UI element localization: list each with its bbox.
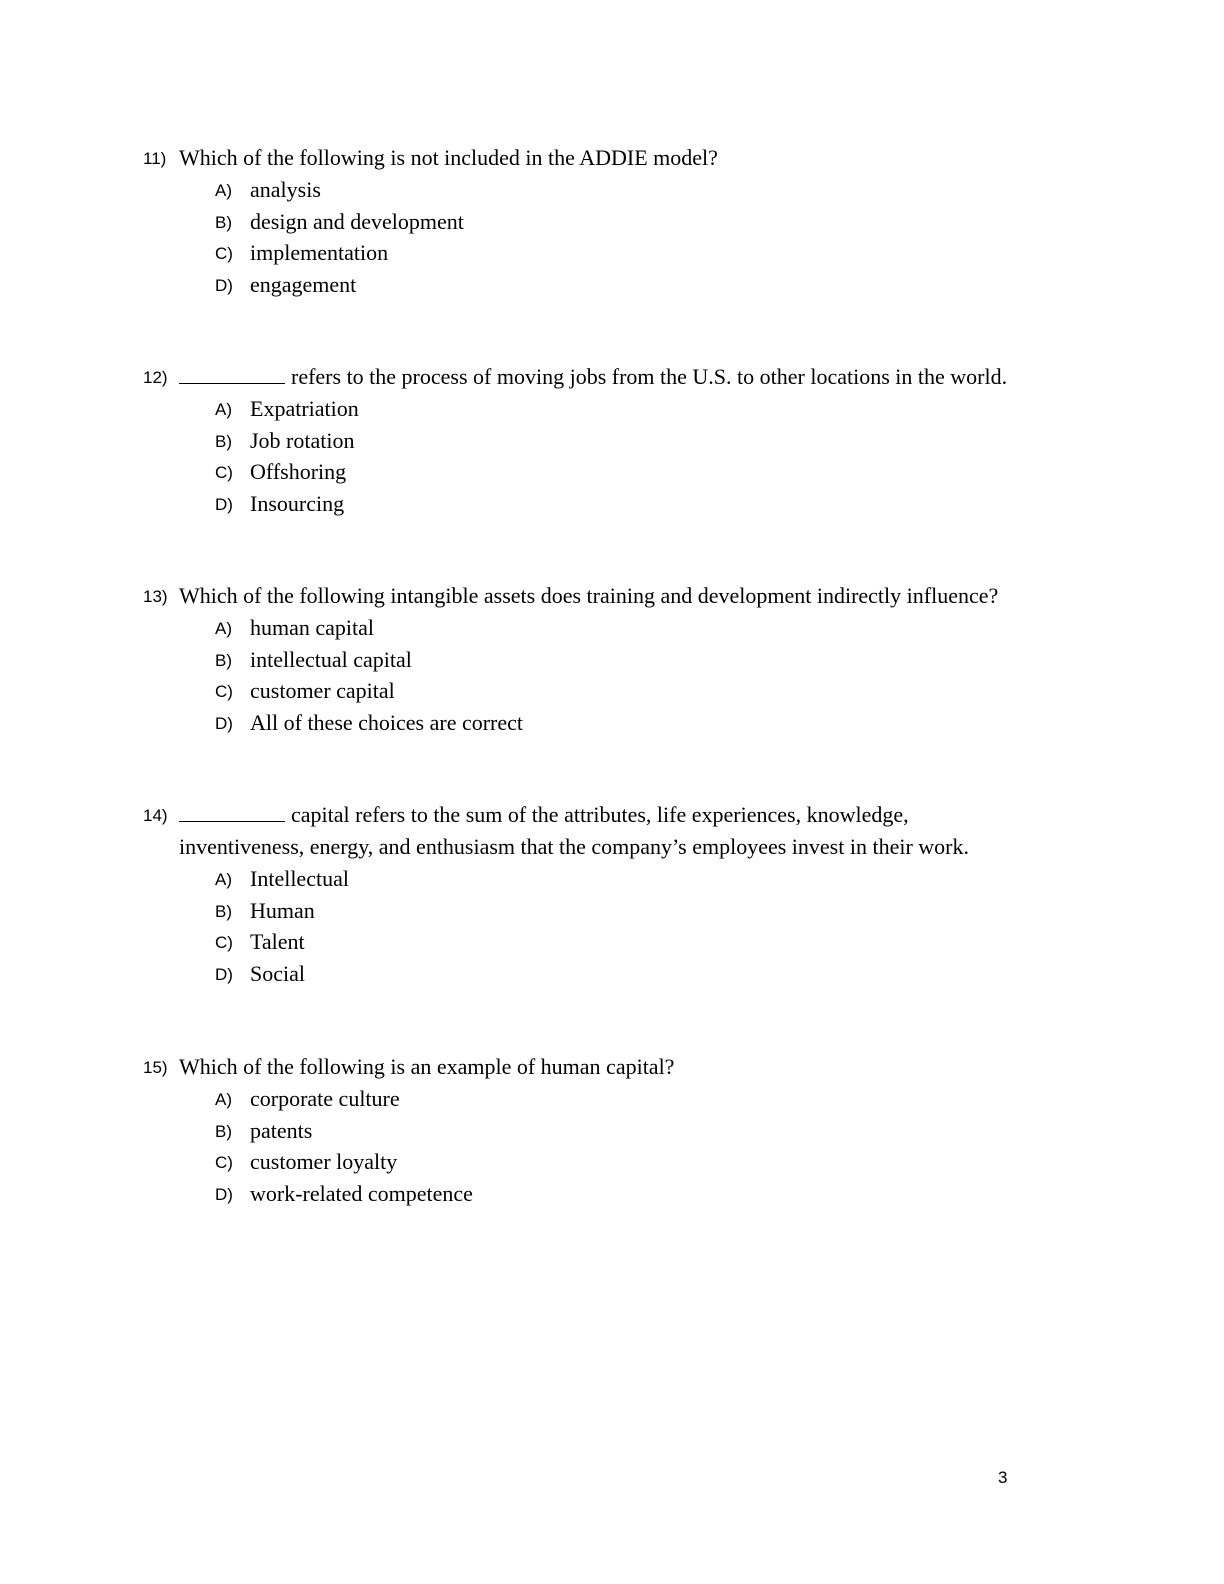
option-text: All of these choices are correct — [250, 709, 524, 735]
option-letter: B) — [215, 431, 232, 451]
question-text-wrapper — [179, 361, 1007, 393]
answer-option-b — [143, 644, 1083, 676]
answer-option-c — [143, 1146, 1083, 1178]
page-number: 3 — [998, 1468, 1008, 1487]
answer-option-c — [143, 675, 1083, 707]
question-number: 13) — [143, 587, 168, 606]
option-letter: C) — [215, 244, 233, 263]
answer-option-d — [143, 488, 1083, 520]
option-text: customer loyalty — [250, 1149, 398, 1174]
option-letter: C) — [215, 463, 233, 482]
option-letter: A) — [215, 619, 232, 638]
answer-option-c — [143, 237, 1083, 269]
question-stem — [143, 1051, 1083, 1083]
option-letter: A) — [215, 400, 232, 419]
answer-option-a — [143, 393, 1083, 425]
option-text: design and development — [250, 208, 464, 234]
answer-options — [143, 863, 1083, 989]
answer-option-b — [143, 895, 1083, 927]
answer-option-b — [143, 1115, 1083, 1147]
option-text: patents — [250, 1117, 313, 1143]
option-text: Human — [250, 897, 315, 923]
option-letter: C) — [215, 1153, 233, 1172]
option-text: Job rotation — [250, 427, 355, 453]
question-text: Which of the following intangible assets does training and development indirectly influence? — [179, 583, 999, 608]
question-text: Which of the following is not included in the ADDIE model? — [179, 145, 718, 170]
question-number: 14) — [143, 806, 168, 825]
option-text: Intellectual — [250, 866, 349, 891]
answer-option-c — [143, 456, 1083, 488]
option-letter: A) — [215, 1090, 232, 1109]
question-text: refers to the process of moving jobs from the U.S. to other locations in the world. — [291, 364, 1008, 389]
option-text: intellectual capital — [250, 646, 412, 672]
answer-options — [143, 393, 1083, 519]
option-letter: B) — [215, 212, 232, 232]
question-number: 11) — [143, 149, 167, 168]
answer-option-a — [143, 612, 1083, 644]
option-letter: B) — [215, 1121, 232, 1141]
question-15 — [143, 1051, 1083, 1209]
option-text: Insourcing — [250, 490, 345, 516]
question-11 — [143, 142, 1083, 300]
question-stem — [143, 580, 1083, 612]
option-text: customer capital — [250, 678, 395, 703]
answer-option-a — [143, 863, 1083, 895]
question-12 — [143, 361, 1083, 519]
option-letter: A) — [215, 870, 232, 889]
option-text: Talent — [250, 929, 305, 954]
option-text: work-related competence — [250, 1180, 473, 1206]
option-letter: D) — [215, 1184, 233, 1204]
option-text: corporate culture — [250, 1086, 400, 1111]
answer-option-d — [143, 707, 1083, 739]
question-text-continued: inventiveness, energy, and enthusiasm that the company’s employees invest in their work. — [179, 834, 969, 859]
question-text-wrapper — [179, 799, 909, 831]
option-text: implementation — [250, 240, 389, 265]
option-text: Expatriation — [250, 396, 359, 421]
option-text: human capital — [250, 615, 375, 640]
option-letter: D) — [215, 713, 233, 733]
question-text: capital refers to the sum of the attributes, life experiences, knowledge, — [291, 802, 909, 827]
answer-options — [143, 174, 1083, 300]
option-letter: D) — [215, 964, 233, 984]
option-letter: B) — [215, 650, 232, 670]
option-letter: D) — [215, 275, 233, 295]
answer-option-a — [143, 174, 1083, 206]
question-14 — [143, 799, 1083, 989]
answer-option-d — [143, 1178, 1083, 1210]
fill-in-blank — [179, 365, 285, 384]
answer-option-b — [143, 425, 1083, 457]
option-text: Offshoring — [250, 459, 347, 484]
answer-option-a — [143, 1083, 1083, 1115]
answer-options — [143, 612, 1083, 738]
option-text: engagement — [250, 271, 357, 297]
fill-in-blank — [179, 803, 285, 822]
answer-option-d — [143, 269, 1083, 301]
option-letter: C) — [215, 682, 233, 701]
question-stem — [143, 361, 1083, 393]
option-letter: A) — [215, 181, 232, 200]
question-stem — [143, 142, 1083, 174]
question-stem — [143, 799, 1083, 831]
option-letter: B) — [215, 901, 232, 921]
option-letter: D) — [215, 494, 233, 514]
option-text: Social — [250, 960, 305, 986]
answer-options — [143, 1083, 1083, 1209]
option-letter: C) — [215, 933, 233, 952]
answer-option-b — [143, 206, 1083, 238]
option-text: analysis — [250, 177, 321, 202]
question-13 — [143, 580, 1083, 738]
answer-option-d — [143, 958, 1083, 990]
question-number: 12) — [143, 368, 168, 387]
answer-option-c — [143, 926, 1083, 958]
question-text: Which of the following is an example of human capital? — [179, 1054, 675, 1079]
question-number: 15) — [143, 1058, 168, 1077]
